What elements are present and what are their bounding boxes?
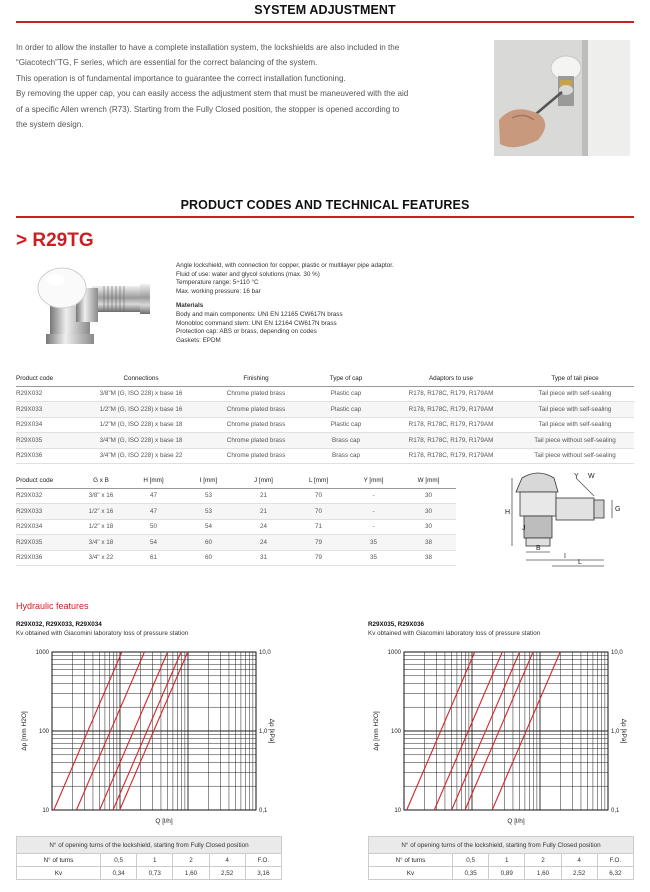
turns-row	[17, 854, 282, 867]
table-cell: R178, R178C, R179, R179AM	[386, 402, 516, 418]
kv-value: 0,73	[137, 867, 173, 880]
y-tick-label: 10	[394, 808, 401, 814]
table-cell: Tail piece with self-sealing	[516, 417, 634, 433]
dimensions-table	[16, 474, 456, 566]
table-cell: 3/4"M (G, ISO 228) x base 18	[76, 433, 206, 449]
y2-tick-label: 0,1	[259, 808, 268, 814]
intro-line: In order to allow the installer to have a complete installation system, the lockshields are also included in the	[16, 43, 400, 52]
table-row	[16, 488, 456, 504]
product-code-title: > R29TG	[16, 230, 94, 251]
table-cell: 21	[236, 504, 291, 520]
table-cell: Chrome plated brass	[206, 417, 306, 433]
table-cell: 24	[236, 535, 291, 551]
y-tick-label: 10	[42, 808, 49, 814]
y2-tick-label: 10,0	[611, 650, 623, 656]
chart-left-note: Kv obtained with Giacomini laboratory loss of pressure station	[16, 630, 189, 637]
pressure-loss-chart-right	[368, 640, 634, 835]
dim-label-y: Y	[574, 473, 579, 480]
cell-product-code: R29X035	[16, 535, 76, 551]
kv-value: 1,60	[173, 867, 209, 880]
kv-value: 2,52	[561, 867, 597, 880]
turns-label: N° of turns	[369, 854, 453, 867]
x-axis-label: Q [l/h]	[155, 818, 173, 825]
cell-product-code: R29X034	[16, 519, 76, 535]
table-cell: 53	[181, 488, 236, 504]
table-row	[16, 417, 634, 433]
turns-value: 1	[489, 854, 525, 867]
table-row	[16, 386, 634, 402]
y2-axis-label: Δp [kPa]	[620, 718, 627, 744]
turns-caption: N° of opening turns of the lockshield, starting from Fully Closed position	[369, 837, 634, 854]
turns-value: 0,5	[453, 854, 489, 867]
table-cell: 60	[181, 535, 236, 551]
y2-tick-label: 0,1	[611, 808, 620, 814]
cell-product-code: R29X033	[16, 504, 76, 520]
cell-product-code: R29X036	[16, 448, 76, 464]
intro-line: of a specific Allen wrench (R73). Starting from the Fully Closed position, the stopper is opened according to	[16, 104, 400, 114]
table-row	[16, 535, 456, 551]
table-cell: Chrome plated brass	[206, 433, 306, 449]
cell-product-code: R29X036	[16, 550, 76, 566]
dim-label-g: G	[615, 506, 621, 513]
intro-text	[16, 40, 486, 132]
desc-line: Temperature range: 5÷110 °C	[176, 279, 259, 287]
materials-line: Protection cap: ABS or brass, depending on codes	[176, 328, 317, 336]
table-cell: 70	[291, 488, 346, 504]
table-cell: Chrome plated brass	[206, 448, 306, 464]
cell-product-code: R29X032	[16, 386, 76, 402]
materials-heading: Materials	[176, 302, 204, 310]
dim-label-h: H	[505, 509, 511, 516]
dimension-drawing	[494, 470, 634, 575]
pressure-loss-chart-left	[16, 640, 282, 835]
table-cell: 54	[126, 535, 181, 551]
table-cell: Tail piece without self-sealing	[516, 433, 634, 449]
table-cell: Tail piece without self-sealing	[516, 448, 634, 464]
y-tick-label: 1000	[387, 650, 401, 656]
table-cell: 47	[126, 504, 181, 520]
table-cell: 53	[181, 504, 236, 520]
col-l: L [mm]	[291, 474, 346, 488]
col-y: Y [mm]	[346, 474, 401, 488]
table-cell: 1/2"M (G, ISO 228) x base 18	[76, 417, 206, 433]
kv-label: Kv	[17, 867, 101, 880]
kv-value: 1,60	[525, 867, 561, 880]
turns-label: N° of turns	[17, 854, 101, 867]
table-cell: Brass cap	[306, 433, 386, 449]
col-h: H [mm]	[126, 474, 181, 488]
table-cell: 3/4" x 18	[76, 535, 126, 551]
kv-value: 0,35	[453, 867, 489, 880]
cell-product-code: R29X035	[16, 433, 76, 449]
table-cell: 3/4"M (G, ISO 228) x base 22	[76, 448, 206, 464]
desc-line: Angle lockshield, with connection for copper, plastic or multilayer pipe adaptor.	[176, 262, 394, 269]
table-cell: Plastic cap	[306, 386, 386, 402]
table-cell: 79	[291, 535, 346, 551]
intro-line: “Giacotech”TG, F series, which are essential for the correct balancing of the system.	[16, 58, 318, 68]
dim-label-i: I	[564, 553, 566, 560]
table-cell: 47	[126, 488, 181, 504]
intro-line: the system design.	[16, 120, 84, 130]
col-connections: Connections	[76, 372, 206, 386]
turns-row	[369, 854, 634, 867]
table-row	[16, 448, 634, 464]
y2-tick-label: 1,0	[611, 729, 620, 735]
turns-caption: N° of opening turns of the lockshield, starting from Fully Closed position	[17, 837, 282, 854]
chart-right-codes: R29X035, R29X036	[368, 621, 425, 628]
y-tick-label: 1000	[35, 650, 49, 656]
turns-value: F.O.	[245, 854, 281, 867]
table-cell: 35	[346, 550, 401, 566]
table-cell: Tail piece with self-sealing	[516, 386, 634, 402]
kv-row	[369, 867, 634, 880]
table-row	[16, 504, 456, 520]
chart-right-note: Kv obtained with Giacomini laboratory loss of pressure station	[368, 630, 541, 637]
table-cell: -	[346, 519, 401, 535]
turns-value: 0,5	[101, 854, 137, 867]
table-row	[16, 550, 456, 566]
table-cell: 30	[401, 504, 456, 520]
table-row	[16, 402, 634, 418]
table-cell: Plastic cap	[306, 402, 386, 418]
materials-line: Body and main components: UNI EN 12165 CW617N brass	[176, 310, 343, 318]
table-cell: Tail piece with self-sealing	[516, 402, 634, 418]
turns-value: 4	[209, 854, 245, 867]
table-cell: 3/8"M (G, ISO 228) x base 16	[76, 386, 206, 402]
desc-line: Fluid of use: water and glycol solutions (max. 30 %)	[176, 270, 320, 278]
table-cell: Brass cap	[306, 448, 386, 464]
col-w: W [mm]	[401, 474, 456, 488]
chart-left-header	[16, 620, 188, 638]
valve-photo	[32, 262, 160, 357]
turns-value: 2	[173, 854, 209, 867]
table-cell: 70	[291, 504, 346, 520]
col-product-code: Product code	[16, 372, 76, 386]
turns-value: 4	[561, 854, 597, 867]
y-axis-label: Δp [mm H2O]	[373, 711, 380, 751]
dim-label-w: W	[588, 473, 595, 480]
table-cell: 3/4" x 22	[76, 550, 126, 566]
section-divider	[16, 216, 634, 218]
col-product-code: Product code	[16, 474, 76, 488]
kv-row	[17, 867, 282, 880]
table-cell: 79	[291, 550, 346, 566]
y-tick-label: 100	[390, 729, 401, 735]
product-codes-table	[16, 372, 634, 464]
table-cell: 31	[236, 550, 291, 566]
installation-photo	[494, 40, 630, 156]
x-axis-label: Q [l/h]	[507, 818, 525, 825]
cell-product-code: R29X033	[16, 402, 76, 418]
intro-line: By removing the upper cap, you can easily access the adjustment stem that must be maneuvered with the aid	[16, 89, 409, 99]
table-cell: 38	[401, 550, 456, 566]
y2-tick-label: 1,0	[259, 729, 268, 735]
y2-tick-label: 10,0	[259, 650, 271, 656]
turns-value: 1	[137, 854, 173, 867]
table-cell: 1/2"M (G, ISO 228) x base 16	[76, 402, 206, 418]
cell-product-code: R29X034	[16, 417, 76, 433]
kv-value: 2,52	[209, 867, 245, 880]
table-header-row	[16, 372, 634, 386]
table-cell: R178, R178C, R179, R179AM	[386, 386, 516, 402]
table-cell: Chrome plated brass	[206, 386, 306, 402]
table-cell: 24	[236, 519, 291, 535]
kv-label: Kv	[369, 867, 453, 880]
table-cell: R178, R178C, R179, R179AM	[386, 417, 516, 433]
table-cell: 60	[181, 550, 236, 566]
cell-product-code: R29X032	[16, 488, 76, 504]
kv-value: 3,16	[245, 867, 281, 880]
materials-line: Monobloc command stem: UNI EN 12164 CW617N brass	[176, 319, 337, 327]
table-cell: 61	[126, 550, 181, 566]
intro-line: This operation is of fundamental importance to guarantee the correct installation functioning.	[16, 73, 346, 83]
table-cell: R178, R178C, R179, R179AM	[386, 433, 516, 449]
dim-label-b: B	[536, 545, 541, 552]
turns-table-left	[16, 836, 282, 880]
table-cell: 3/8" x 16	[76, 488, 126, 504]
table-cell: 1/2" x 18	[76, 519, 126, 535]
table-cell: 30	[401, 488, 456, 504]
section-title-product: PRODUCT CODES AND TECHNICAL FEATURES	[180, 198, 470, 212]
dim-label-j: J	[522, 525, 526, 532]
table-cell: 38	[401, 535, 456, 551]
product-description	[176, 262, 476, 345]
table-cell: 30	[401, 519, 456, 535]
kv-value: 0,89	[489, 867, 525, 880]
table-cell: 35	[346, 535, 401, 551]
chart-left-codes: R29X032, R29X033, R29X034	[16, 621, 102, 628]
col-gxb: G x B	[76, 474, 126, 488]
hydraulic-features-title: Hydraulic features	[16, 601, 89, 611]
col-i: I [mm]	[181, 474, 236, 488]
y-tick-label: 100	[38, 729, 49, 735]
turns-value: F.O.	[597, 854, 633, 867]
desc-line: Max. working pressure: 16 bar	[176, 287, 261, 295]
table-row	[16, 519, 456, 535]
y2-axis-label: Δp [kPa]	[268, 718, 275, 744]
col-tail-piece: Type of tail piece	[516, 372, 634, 386]
kv-value: 0,34	[101, 867, 137, 880]
y-axis-label: Δp [mm H2O]	[21, 711, 28, 751]
table-cell: R178, R178C, R179, R179AM	[386, 448, 516, 464]
table-cell: 50	[126, 519, 181, 535]
table-cell: -	[346, 504, 401, 520]
table-cell: 1/2" x 16	[76, 504, 126, 520]
col-cap-type: Type of cap	[306, 372, 386, 386]
table-cell: Chrome plated brass	[206, 402, 306, 418]
table-cell: -	[346, 488, 401, 504]
dim-label-l: L	[578, 559, 582, 566]
table-cell: 71	[291, 519, 346, 535]
chart-right-header	[368, 620, 540, 638]
table-cell: Plastic cap	[306, 417, 386, 433]
col-adaptors: Adaptors to use	[386, 372, 516, 386]
col-finishing: Finishing	[206, 372, 306, 386]
turns-table-right	[368, 836, 634, 880]
table-cell: 21	[236, 488, 291, 504]
materials-line: Gaskets: EPDM	[176, 336, 221, 344]
section-divider	[16, 21, 634, 23]
section-title-adjustment: SYSTEM ADJUSTMENT	[254, 3, 396, 17]
turns-value: 2	[525, 854, 561, 867]
table-header-row	[16, 474, 456, 488]
table-cell: 54	[181, 519, 236, 535]
table-row	[16, 433, 634, 449]
kv-value: 6,32	[597, 867, 633, 880]
col-j: J [mm]	[236, 474, 291, 488]
